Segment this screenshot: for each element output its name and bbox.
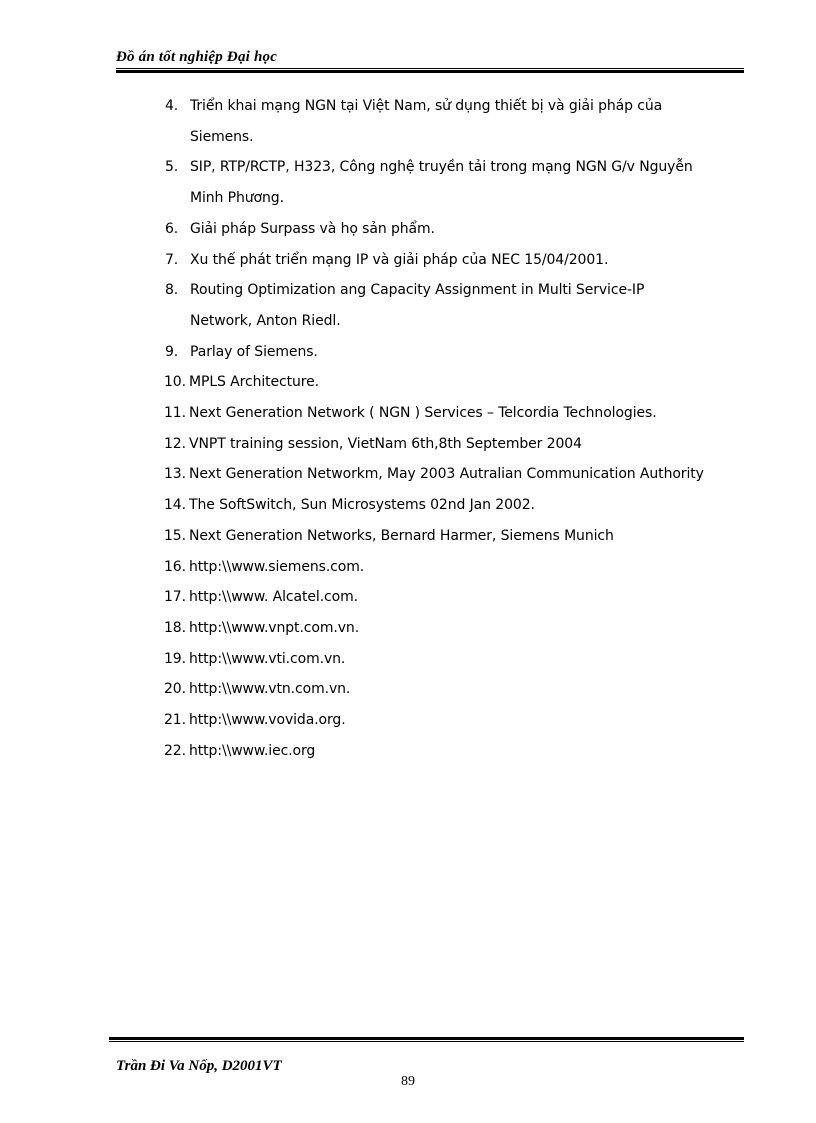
reference-text-continued: Minh Phương. — [190, 190, 284, 207]
reference-item — [165, 736, 755, 767]
reference-text: Next Generation Network ( NGN ) Services – Telcordia Technologies. — [189, 405, 657, 422]
reference-item — [165, 644, 755, 675]
reference-text: Triển khai mạng NGN tại Việt Nam, sử dụng thiết bị và giải pháp của — [190, 98, 663, 114]
reference-text: MPLS Architecture. — [189, 374, 320, 391]
reference-item — [165, 337, 755, 368]
reference-text: http:\\www. Alcatel.com. — [189, 589, 358, 606]
reference-text: VNPT training session, VietNam 6th,8th September 2004 — [189, 435, 582, 452]
reference-item — [165, 214, 755, 245]
reference-number: 13. — [164, 466, 186, 483]
reference-item — [165, 275, 755, 336]
reference-item — [165, 705, 755, 736]
reference-text: Routing Optimization ang Capacity Assignment in Multi Service-IP — [190, 282, 645, 299]
reference-text: http:\\www.siemens.com. — [189, 558, 365, 575]
reference-number: 6. — [165, 220, 179, 237]
reference-number: 20. — [164, 681, 186, 698]
reference-item — [165, 490, 755, 521]
reference-number: 16. — [164, 558, 186, 575]
reference-number: 12. — [164, 435, 186, 452]
reference-number: 18. — [164, 619, 186, 636]
reference-number: 4. — [165, 98, 179, 114]
reference-item — [165, 152, 755, 213]
reference-number: 11. — [164, 405, 186, 422]
reference-number: 9. — [165, 343, 179, 360]
reference-number: 22. — [164, 742, 186, 759]
reference-text: Parlay of Siemens. — [190, 343, 318, 360]
reference-number: 7. — [165, 251, 179, 268]
reference-number: 21. — [164, 712, 186, 729]
header-rule-thin — [116, 68, 744, 69]
reference-item — [165, 459, 755, 490]
header-title: Đồ án tốt nghiệp Đại học — [116, 49, 278, 65]
reference-item — [165, 521, 755, 552]
reference-text: http:\\www.vtn.com.vn. — [189, 681, 351, 698]
reference-item — [165, 245, 755, 276]
reference-item — [165, 674, 755, 705]
header-rule-thick — [116, 70, 744, 73]
reference-text: The SoftSwitch, Sun Microsystems 02nd Jan 2002. — [189, 497, 535, 514]
reference-number: 8. — [165, 282, 179, 299]
reference-text: http:\\www.vovida.org. — [189, 712, 346, 729]
reference-text: http:\\www.vti.com.vn. — [189, 650, 346, 667]
reference-number: 14. — [164, 497, 186, 514]
reference-text: Xu thế phát triển mạng IP và giải pháp của NEC 15/04/2001. — [190, 251, 609, 268]
page-number: 89 — [401, 1074, 415, 1089]
reference-number: 10. — [164, 374, 186, 391]
reference-item — [165, 91, 755, 152]
reference-list — [165, 91, 755, 766]
reference-item — [165, 613, 755, 644]
reference-text: SIP, RTP/RCTP, H323, Công nghệ truyền tải trong mạng NGN G/v Nguyễn — [190, 159, 693, 176]
reference-text: Next Generation Networkm, May 2003 Autralian Communication Authority — [189, 466, 704, 483]
reference-number: 15. — [164, 527, 186, 544]
reference-text: http:\\www.vnpt.com.vn. — [189, 619, 360, 636]
reference-number: 17. — [164, 589, 186, 606]
reference-item — [165, 582, 755, 613]
reference-text-continued: Siemens. — [190, 128, 254, 145]
footer-rule-thin — [109, 1041, 744, 1042]
reference-item — [165, 367, 755, 398]
reference-item — [165, 429, 755, 460]
reference-text: Next Generation Networks, Bernard Harmer, Siemens Munich — [189, 527, 614, 544]
footer-author: Trần Đi Va Nốp, D2001VT — [116, 1058, 282, 1074]
reference-item — [165, 552, 755, 583]
reference-text-continued: Network, Anton Riedl. — [190, 312, 341, 329]
reference-item — [165, 398, 755, 429]
reference-text: Giải pháp Surpass và họ sản phẩm. — [190, 220, 435, 237]
reference-number: 5. — [165, 159, 179, 176]
reference-text: http:\\www.iec.org — [189, 742, 316, 759]
footer-rule-thick — [109, 1037, 744, 1040]
reference-number: 19. — [164, 650, 186, 667]
